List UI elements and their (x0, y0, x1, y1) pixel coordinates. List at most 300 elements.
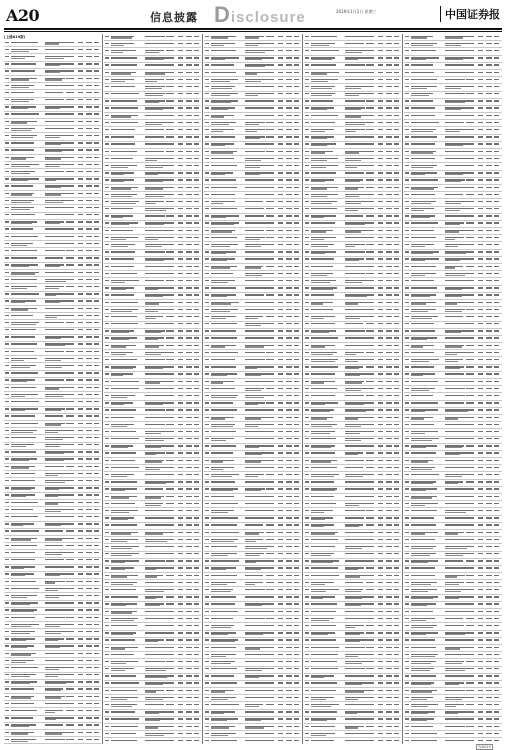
table-cell-text (78, 502, 83, 503)
table-cell-text (211, 656, 226, 657)
table-cell-text (386, 718, 392, 719)
table-cell-text (86, 423, 92, 424)
table-row (404, 99, 502, 106)
table-row (304, 724, 401, 731)
table-row (4, 608, 101, 615)
table-cell-text (486, 682, 492, 683)
table-cell-text (86, 681, 92, 682)
table-cell-text (205, 43, 209, 44)
table-cell-text (111, 576, 127, 577)
table-row (404, 70, 502, 77)
table-cell-text (94, 42, 99, 43)
table-cell-text (211, 95, 230, 96)
table-cell-text (466, 251, 474, 252)
table-cell-text (366, 496, 374, 497)
table-row (404, 77, 502, 84)
table-cell-text (386, 704, 392, 705)
table-row (404, 41, 502, 48)
table-cell-text (78, 538, 83, 539)
table-cell-text (145, 569, 156, 570)
table-cell-text (378, 539, 383, 540)
table-row (404, 552, 502, 559)
table-cell-text (405, 517, 409, 518)
table-row (304, 293, 401, 300)
table-cell-text (211, 287, 236, 288)
table-row (204, 609, 301, 616)
table-cell-text (266, 697, 274, 698)
table-cell-text (86, 99, 92, 100)
table-cell-text (86, 509, 92, 510)
table-cell-text (166, 359, 174, 360)
table-cell-text (11, 214, 35, 215)
table-cell-text (45, 166, 60, 167)
table-cell-text (345, 539, 368, 540)
table-cell-text (166, 294, 174, 295)
table-cell-text (411, 194, 435, 195)
table-cell-text (111, 663, 126, 664)
table-row (204, 214, 301, 221)
table-cell-text (5, 322, 9, 323)
table-cell-text (66, 430, 74, 431)
table-cell-text (266, 704, 274, 705)
table-row (304, 444, 401, 451)
table-cell-text (166, 316, 174, 317)
table-cell-text (366, 445, 374, 446)
table-cell-text (205, 496, 209, 497)
table-cell-text (286, 302, 292, 303)
table-cell-text (394, 431, 399, 432)
table-cell-text (178, 560, 183, 561)
table-cell-text (186, 546, 192, 547)
table-cell-text (178, 359, 183, 360)
table-cell-text (78, 573, 83, 574)
table-cell-text (178, 345, 183, 346)
table-cell-text (186, 179, 192, 180)
table-row (204, 717, 301, 724)
table-cell-text (245, 454, 262, 455)
table-cell-text (305, 64, 309, 65)
section-title-rest: isclosure (230, 9, 306, 26)
table-cell-text (166, 452, 174, 453)
table-cell-text (305, 294, 309, 295)
table-row (404, 343, 502, 350)
table-cell-text (405, 36, 409, 37)
table-cell-text (445, 151, 466, 152)
table-cell-text (305, 517, 309, 518)
table-cell-text (294, 179, 299, 180)
table-cell-text (78, 444, 83, 445)
table-cell-text (5, 688, 9, 689)
table-cell-text (78, 732, 83, 733)
table-cell-text (94, 214, 99, 215)
table-row (4, 543, 101, 550)
table-cell-text (386, 697, 392, 698)
table-cell-text (186, 532, 192, 533)
table-cell-text (86, 710, 92, 711)
table-cell-text (66, 379, 74, 380)
table-cell-text (11, 581, 36, 582)
table-cell-text (486, 661, 492, 662)
table-cell-text (5, 559, 9, 560)
table-cell-text (378, 532, 383, 533)
table-cell-text (78, 516, 83, 517)
table-cell-text (145, 260, 164, 261)
table-cell-text (111, 533, 131, 534)
table-row (104, 408, 201, 415)
table-cell-text (166, 438, 174, 439)
table-cell-text (266, 136, 274, 137)
table-cell-text (266, 467, 274, 468)
table-cell-text (194, 711, 199, 712)
table-cell-text (405, 143, 409, 144)
table-cell-text (166, 467, 174, 468)
table-cell-text (5, 379, 9, 380)
table-cell-text (178, 618, 183, 619)
table-cell-text (186, 115, 192, 116)
table-cell-text (266, 79, 274, 80)
table-cell-text (245, 706, 259, 707)
table-cell-text (394, 388, 399, 389)
table-cell-text (78, 638, 83, 639)
table-cell-text (111, 596, 138, 597)
table-cell-text (211, 382, 223, 383)
table-cell-text (345, 303, 358, 304)
table-cell-text (245, 151, 265, 152)
table-cell-text (405, 510, 409, 511)
table-cell-text (394, 532, 399, 533)
table-row (204, 322, 301, 329)
table-row (104, 343, 201, 350)
table-cell-text (11, 633, 30, 634)
table-cell-text (105, 445, 109, 446)
table-row (404, 652, 502, 659)
table-cell-text (278, 625, 283, 626)
table-cell-text (245, 352, 265, 353)
table-row (4, 177, 101, 184)
table-cell-text (366, 424, 374, 425)
table-cell-text (345, 467, 363, 468)
table-cell-text (411, 639, 435, 640)
table-cell-text (366, 675, 374, 676)
table-cell-text (178, 93, 183, 94)
table-cell-text (278, 244, 283, 245)
table-cell-text (294, 302, 299, 303)
table-cell-text (305, 603, 309, 604)
table-cell-text (311, 555, 331, 556)
table-cell-text (278, 589, 283, 590)
table-cell-text (294, 474, 299, 475)
table-cell-text (166, 237, 174, 238)
table-cell-text (411, 167, 433, 168)
table-cell-text (11, 726, 29, 727)
table-cell-text (394, 474, 399, 475)
table-cell-text (5, 667, 9, 668)
table-cell-text (111, 203, 136, 204)
table-row (104, 451, 201, 458)
table-cell-text (105, 488, 109, 489)
table-cell-text (205, 373, 209, 374)
table-cell-text (478, 539, 483, 540)
table-cell-text (286, 187, 292, 188)
table-cell-text (86, 300, 92, 301)
table-cell-text (105, 532, 109, 533)
table-cell-text (278, 294, 283, 295)
table-cell-text (286, 215, 292, 216)
table-cell-text (311, 131, 325, 132)
table-cell-text (166, 381, 174, 382)
table-cell-text (166, 309, 174, 310)
table-cell-text (411, 237, 436, 238)
table-cell-text (478, 222, 483, 223)
table-cell-text (78, 609, 83, 610)
table-cell-text (266, 388, 274, 389)
table-cell-text (11, 42, 38, 43)
table-cell-text (11, 662, 26, 663)
table-cell-text (445, 296, 462, 297)
table-cell-text (294, 589, 299, 590)
table-cell-text (194, 158, 199, 159)
table-cell-text (266, 330, 274, 331)
table-cell-text (166, 273, 174, 274)
table-cell-text (286, 366, 292, 367)
table-cell-text (278, 345, 283, 346)
table-row (4, 723, 101, 730)
table-cell-text (294, 668, 299, 669)
table-cell-text (105, 330, 109, 331)
table-row (304, 336, 401, 343)
table-cell-text (478, 366, 483, 367)
table-cell-text (445, 648, 460, 649)
table-cell-text (78, 681, 83, 682)
table-cell-text (86, 142, 92, 143)
table-cell-text (445, 275, 465, 276)
table-cell-text (394, 510, 399, 511)
table-cell-text (366, 194, 374, 195)
table-cell-text (245, 618, 265, 619)
table-cell-text (294, 503, 299, 504)
table-cell-text (486, 589, 492, 590)
table-cell-text (5, 142, 9, 143)
table-cell-text (345, 433, 360, 434)
table-cell-text (245, 605, 262, 606)
table-cell-text (245, 239, 260, 240)
table-cell-text (305, 136, 309, 137)
table-cell-text (45, 683, 66, 684)
table-cell-text (145, 346, 159, 347)
table-cell-text (445, 584, 459, 585)
table-cell-text (466, 151, 474, 152)
table-cell-text (386, 524, 392, 525)
table-cell-text (194, 647, 199, 648)
table-cell-text (145, 641, 158, 642)
table-cell-text (286, 409, 292, 410)
table-cell-text (466, 603, 474, 604)
table-cell-text (378, 129, 383, 130)
disclosure-table (304, 34, 401, 744)
table-cell-text (145, 59, 164, 60)
table-cell-text (86, 372, 92, 373)
table-cell-text (86, 106, 92, 107)
table-row (304, 350, 401, 357)
table-cell-text (445, 337, 467, 338)
table-cell-text (78, 336, 83, 337)
table-cell-text (5, 408, 9, 409)
table-cell-text (311, 603, 337, 604)
table-row (204, 487, 301, 494)
table-cell-text (278, 323, 283, 324)
table-cell-text (378, 467, 383, 468)
table-cell-text (494, 266, 499, 267)
table-cell-text (11, 604, 30, 605)
table-cell-text (94, 466, 99, 467)
table-cell-text (386, 445, 392, 446)
table-cell-text (345, 426, 361, 427)
table-row (4, 471, 101, 478)
table-row (304, 257, 401, 264)
table-cell-text (111, 81, 125, 82)
table-cell-text (486, 129, 492, 130)
table-cell-text (366, 316, 374, 317)
table-row (204, 415, 301, 422)
table-cell-text (466, 122, 474, 123)
table-cell-text (405, 560, 409, 561)
table-cell-text (105, 452, 109, 453)
table-cell-text (194, 86, 199, 87)
table-row (204, 41, 301, 48)
table-cell-text (378, 115, 383, 116)
table-cell-text (494, 72, 499, 73)
table-cell-text (105, 553, 109, 554)
table-cell-text (486, 194, 492, 195)
table-cell-text (278, 632, 283, 633)
table-cell-text (466, 675, 474, 676)
table-cell-text (178, 718, 183, 719)
table-cell-text (411, 634, 426, 635)
table-row (204, 171, 301, 178)
table-cell-text (394, 258, 399, 259)
table-cell-text (394, 575, 399, 576)
table-row (4, 256, 101, 263)
table-cell-text (194, 309, 199, 310)
table-row (4, 687, 101, 694)
table-cell-text (266, 302, 274, 303)
table-row (204, 185, 301, 192)
table-cell-text (445, 663, 462, 664)
table-cell-text (286, 402, 292, 403)
table-row (204, 48, 301, 55)
table-cell-text (478, 208, 483, 209)
table-cell-text (378, 424, 383, 425)
table-cell-text (194, 503, 199, 504)
table-cell-text (211, 727, 229, 728)
table-cell-text (294, 381, 299, 382)
table-cell-text (211, 560, 239, 561)
table-cell-text (311, 598, 323, 599)
table-row (304, 63, 401, 70)
table-cell-text (66, 228, 74, 229)
table-row (204, 702, 301, 709)
table-cell-text (66, 56, 74, 57)
table-row (304, 702, 401, 709)
table-cell-text (5, 502, 9, 503)
table-cell-text (294, 452, 299, 453)
table-cell-text (211, 524, 237, 525)
table-cell-text (205, 309, 209, 310)
table-cell-text (145, 591, 164, 592)
table-cell-text (45, 669, 59, 670)
table-cell-text (45, 460, 64, 461)
table-cell-text (486, 165, 492, 166)
table-row (304, 171, 401, 178)
table-row (204, 710, 301, 717)
table-cell-text (394, 654, 399, 655)
table-cell-text (266, 215, 274, 216)
table-cell-text (94, 243, 99, 244)
table-row (304, 631, 401, 638)
table-cell-text (305, 237, 309, 238)
table-cell-text (486, 618, 492, 619)
table-cell-text (278, 50, 283, 51)
table-cell-text (211, 445, 236, 446)
table-cell-text (278, 726, 283, 727)
table-cell-text (278, 402, 283, 403)
table-cell-text (205, 107, 209, 108)
table-cell-text (66, 444, 74, 445)
table-cell-text (394, 517, 399, 518)
table-cell-text (45, 545, 63, 546)
table-row (4, 40, 101, 47)
table-cell-text (78, 78, 83, 79)
table-cell-text (266, 244, 274, 245)
table-cell-text (111, 460, 135, 461)
table-cell-text (305, 151, 309, 152)
table-cell-text (86, 85, 92, 86)
table-row (4, 328, 101, 335)
table-cell-text (211, 109, 228, 110)
table-cell-text (178, 510, 183, 511)
table-cell-text (286, 352, 292, 353)
table-cell-text (194, 690, 199, 691)
table-cell-text (386, 179, 392, 180)
table-cell-text (486, 323, 492, 324)
table-row (4, 615, 101, 622)
table-cell-text (5, 272, 9, 273)
table-cell-text (5, 121, 9, 122)
table-cell-text (311, 699, 326, 700)
table-cell-text (45, 712, 55, 713)
table-cell-text (386, 36, 392, 37)
table-cell-text (411, 591, 428, 592)
table-cell-text (278, 107, 283, 108)
table-cell-text (245, 45, 258, 46)
table-row (404, 501, 502, 508)
table-cell-text (378, 302, 383, 303)
table-cell-text (266, 675, 274, 676)
table-cell-text (286, 309, 292, 310)
table-cell-text (386, 675, 392, 676)
table-cell-text (205, 417, 209, 418)
table-cell-text (211, 481, 235, 482)
table-cell-text (311, 591, 326, 592)
table-cell-text (305, 496, 309, 497)
table-cell-text (78, 228, 83, 229)
table-cell-text (286, 704, 292, 705)
table-cell-text (5, 286, 9, 287)
table-cell-text (394, 165, 399, 166)
table-cell-text (186, 273, 192, 274)
table-cell-text (105, 582, 109, 583)
table-cell-text (66, 78, 74, 79)
